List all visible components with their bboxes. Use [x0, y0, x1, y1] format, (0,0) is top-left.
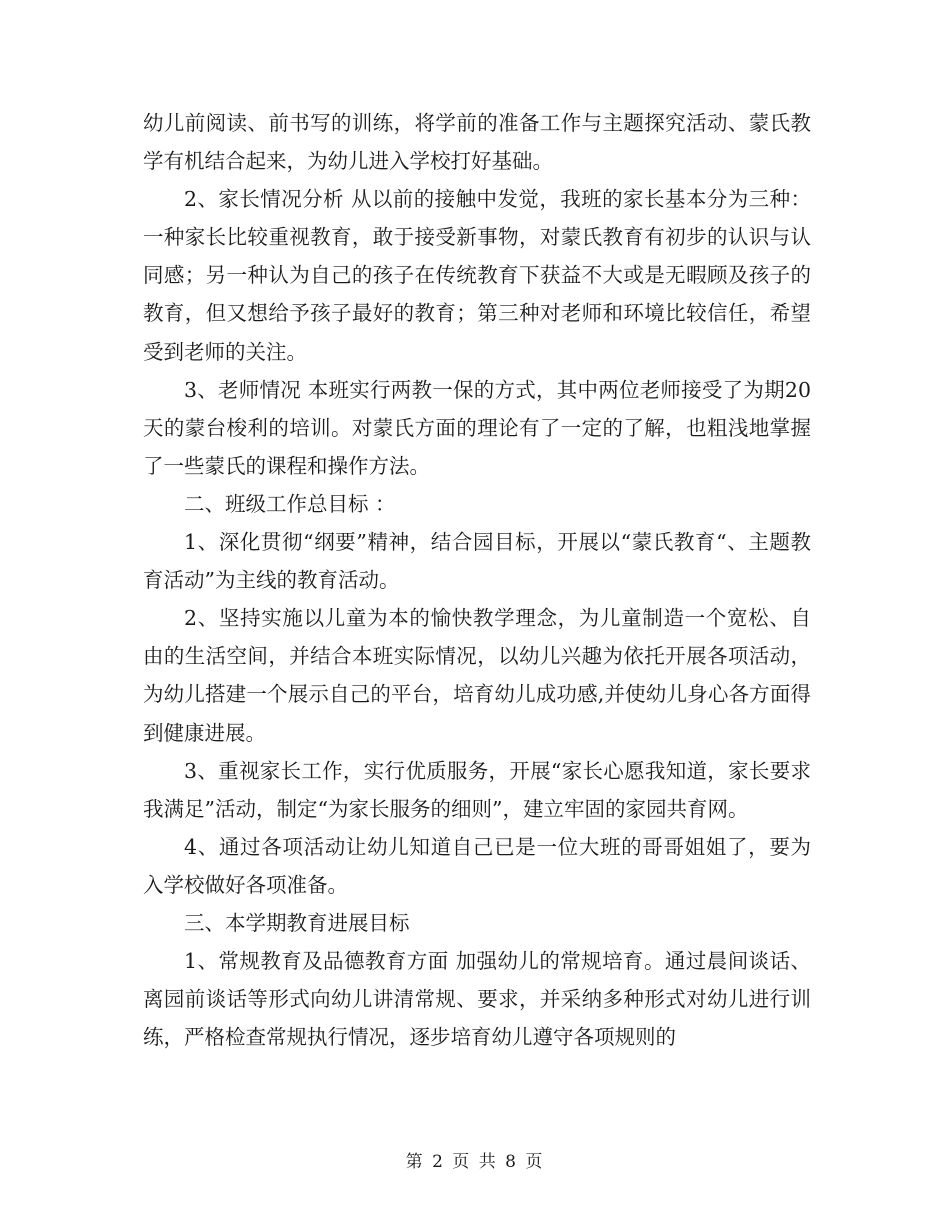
page-number-footer: 第 2 页 共 8 页 — [405, 1152, 545, 1172]
paragraph-goal-3: 3、重视家长工作，实行优质服务，开展“家长心愿我知道，家长要求我满足”活动，制定“为家长服务的细则”，建立牢固的家园共育网。 — [143, 758, 811, 821]
paragraph-continuation: 幼儿前阅读、前书写的训练，将学前的准备工作与主题探究活动、蒙氏教学有机结合起来，为幼儿进入学校打好基础。 — [143, 111, 811, 174]
paragraph-goal-4: 4、通过各项活动让幼儿知道自己已是一位大班的哥哥姐姐了，要为入学校做好各项准备。 — [143, 834, 811, 897]
paragraph-routine-education: 1、常规教育及品德教育方面 加强幼儿的常规培育。通过晨间谈话、离园前谈话等形式向幼儿讲清常规、要求，并采纳多种形式对幼儿进行训练，严格检查常规执行情况，逐步培育幼儿遵守各项规则的 — [143, 949, 811, 1050]
paragraph-teacher-situation: 3、老师情况 本班实行两教一保的方式，其中两位老师接受了为期20天的蒙台梭利的培训。对蒙氏方面的理论有了一定的了解，也粗浅地掌握了一些蒙氏的课程和操作方法。 — [143, 377, 811, 478]
document-body — [143, 104, 811, 1056]
paragraph-goal-1: 1、深化贯彻“纲要”精神，结合园目标，开展以“蒙氏教育“、主题教育活动”为主线的教育活动。 — [143, 530, 811, 593]
paragraph-goal-2: 2、坚持实施以儿童为本的愉快教学理念，为儿童制造一个宽松、自由的生活空间，并结合本班实际情况，以幼儿兴趣为依托开展各项活动，为幼儿搭建一个展示自己的平台，培育幼儿成功感,并使幼儿身心各方面得到健康进展。 — [143, 606, 811, 745]
heading-semester-goals: 三、本学期教育进展目标 — [184, 910, 410, 935]
heading-class-goals: 二、班级工作总目标 ： — [184, 491, 396, 516]
paragraph-parent-analysis: 2、家长情况分析 从以前的接触中发觉，我班的家长基本分为三种：一种家长比较重视教育，敢于接受新事物，对蒙氏教育有初步的认识与认同感；另一种认为自己的孩子在传统教育下获益不大或是无暇顾及孩子的教育，但又想给予孩子最好的教育；第三种对老师和环境比较信任，希望受到老师的关注。 — [143, 187, 811, 364]
